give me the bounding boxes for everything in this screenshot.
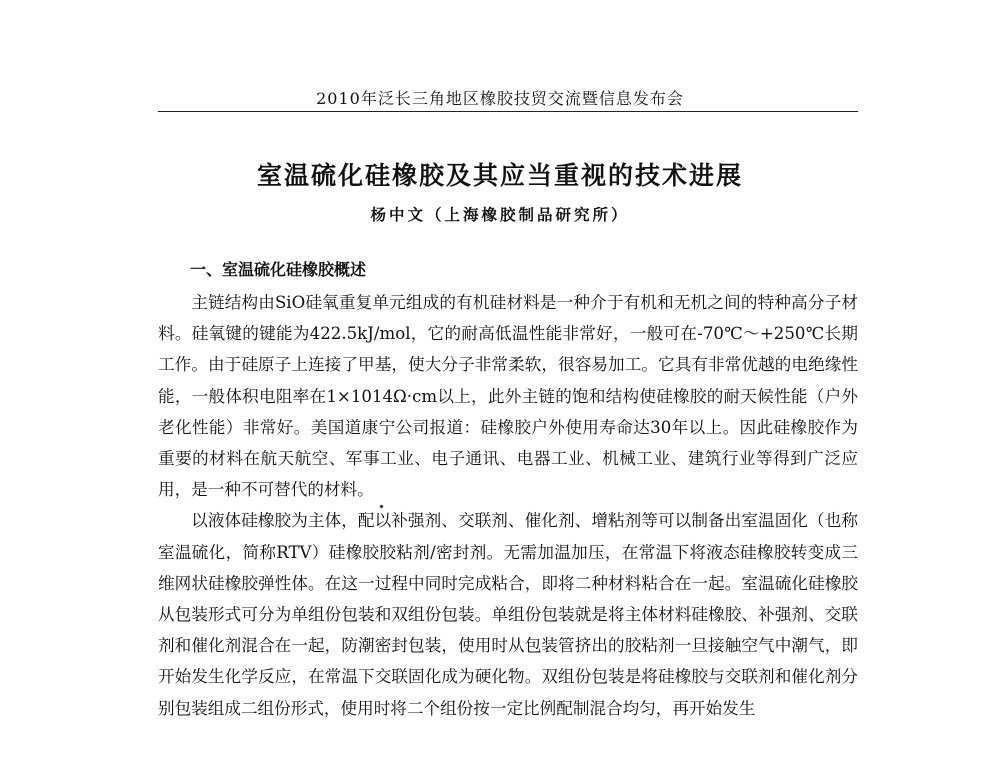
paragraph: 以液体硅橡胶为主体，配以补强剂、交联剂、催化剂、增粘剂等可以制备出室温固化（也称室温硫化，简称RTV）硅橡胶胶粘剂/密封剂。无需加温加压，在常温下将液态硅橡胶转变成三维网状硅橡胶弹性体。在这一过程中同时完成粘合，即将二种材料粘合在一起。室温硫化硅橡胶从包装形式可分为单组份包装和双组份包装。单组份包装就是将主体材料硅橡胶、补强剂、交联剂和催化剂混合在一起，防潮密封包装，使用时从包装管挤出的胶粘剂一旦接触空气中潮气，即开始发生化学反应，在常温下交联固化成为硬化物。双组份包装是将硅橡胶与交联剂和催化剂分别包装组成二组份形式，使用时将二个组份按一定比例配制混合均匀，再开始发生 — [158, 511, 858, 718]
paragraph: 主链结构由SiO硅氧重复单元组成的有机硅材料是一种介于有机和无机之间的特种高分子材料。硅氧键的键能为422.5kJ/mol，它的耐高低温性能非常好，一般可在-70℃～+250℃长期工作。由于硅原子上连接了甲基，使大分子非常柔软，很容易加工。它具有非常优越的电绝缘性能，一般体积电阻率在1×1014Ω·cm以上，此外主链的饱和结构使硅橡胶的耐天候性能（户外老化性能）非常好。美国道康宁公司报道：硅橡胶户外使用寿命达30年以上。因此硅橡胶作为重要的材料在航天航空、军事工业、电子通讯、电器工业、机械工业、建筑行业等得到广泛应用，是一种不可替代的材料。 — [158, 293, 858, 500]
running-head: 2010年泛长三角地区橡胶技贸交流暨信息发布会 — [316, 89, 684, 108]
article-author: 杨中文（上海橡胶制品研究所） — [370, 205, 630, 224]
section-heading: 一、室温硫化硅橡胶概述 — [190, 260, 367, 279]
header-rule — [158, 111, 858, 112]
article-title: 室温硫化硅橡胶及其应当重视的技术进展 — [256, 161, 743, 190]
article-body — [158, 287, 858, 724]
